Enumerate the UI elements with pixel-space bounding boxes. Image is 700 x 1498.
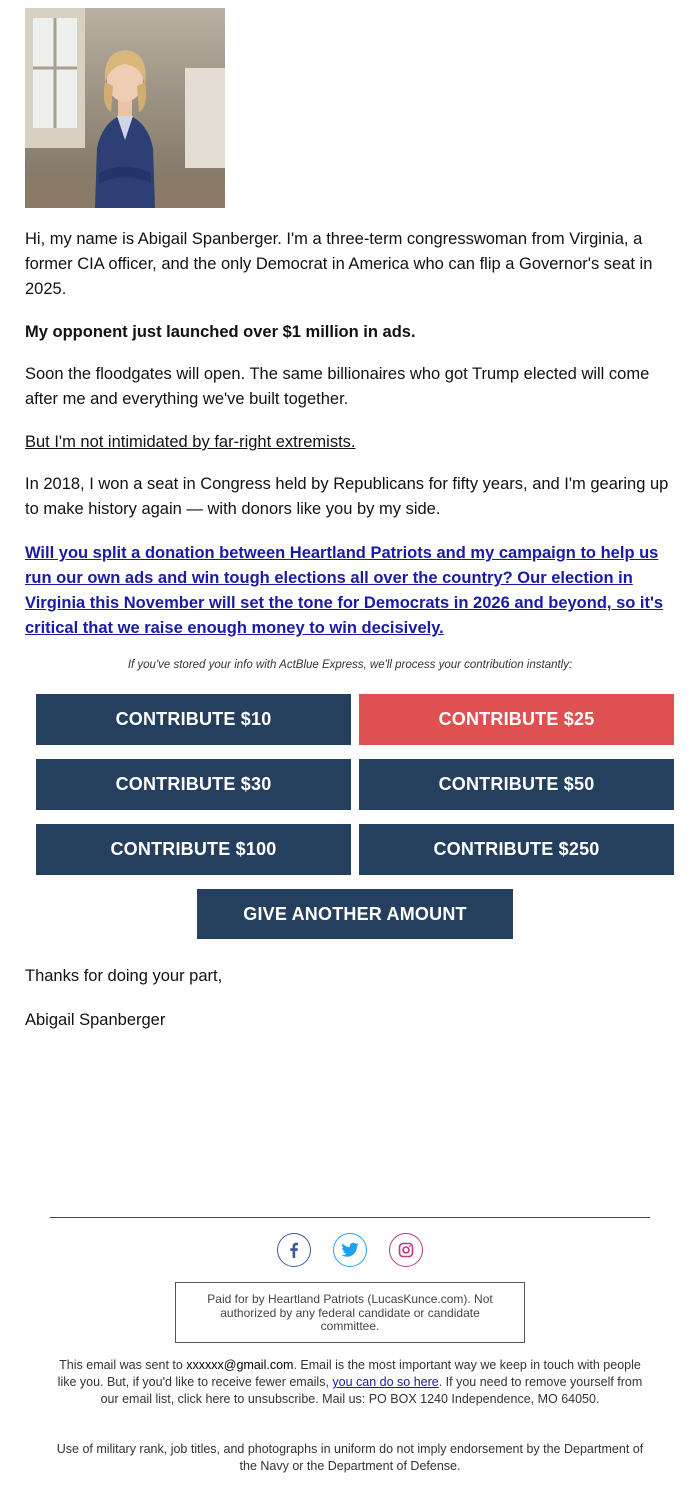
give-another-amount-button[interactable]: GIVE ANOTHER AMOUNT xyxy=(197,889,513,939)
twitter-icon[interactable] xyxy=(333,1233,367,1267)
footer-divider xyxy=(50,1217,650,1218)
actblue-express-note: If you've stored your info with ActBlue Express, we'll process your contribution instantly: xyxy=(127,659,573,671)
footer-sent-suffix: . If you need to remove yourself from our email list, click here to unsubscribe. Mail us: PO BOX 1240 Independence, MO 64050. xyxy=(100,1375,643,1406)
facebook-icon[interactable] xyxy=(277,1233,311,1267)
history-paragraph: In 2018, I won a seat in Congress held by Republicans for fifty years, and I'm gearing up to make history again — with donors like you by my side. xyxy=(25,475,669,518)
contribute-10-button[interactable]: CONTRIBUTE $10 xyxy=(36,694,351,745)
signature: Abigail Spanberger xyxy=(25,1011,166,1029)
military-disclaimer: Use of military rank, job titles, and photographs in uniform do not imply endorsement by the Department of the Navy or the Department of Defense. xyxy=(56,1442,644,1473)
contribute-50-button[interactable]: CONTRIBUTE $50 xyxy=(359,759,674,810)
footer-sent-prefix: This email was sent to xyxy=(59,1358,187,1372)
candidate-photo xyxy=(25,8,225,208)
footer-sent-middle: . Email is the most important way we keep in touch with people like you. But, if you'd like to receive fewer emails, xyxy=(57,1358,641,1389)
portrait-illustration xyxy=(25,8,225,208)
fewer-emails-link[interactable]: you can do so here xyxy=(332,1375,439,1389)
intro-paragraph: Hi, my name is Abigail Spanberger. I'm a three-term congresswoman from Virginia, a former CIA officer, and the only Democrat in America who can flip a Governor's seat in 2025. xyxy=(25,230,653,298)
opponent-ads-paragraph: My opponent just launched over $1 million in ads. xyxy=(25,323,416,341)
donation-ask-link[interactable]: Will you split a donation between Heartland Patriots and my campaign to help us run our own ads and win tough elections all over the country? Our election in Virginia this November will set the tone for Democrats in 2026 and beyond, so it's critical that we raise enough money to win decisively. xyxy=(25,544,664,637)
donation-ask-paragraph xyxy=(25,541,675,641)
instagram-icon[interactable] xyxy=(389,1233,423,1267)
contribute-250-button[interactable]: CONTRIBUTE $250 xyxy=(359,824,674,875)
contribute-100-button[interactable]: CONTRIBUTE $100 xyxy=(36,824,351,875)
thanks-line: Thanks for doing your part, xyxy=(25,967,223,985)
floodgates-paragraph: Soon the floodgates will open. The same billionaires who got Trump elected will come after me and everything we've built together. xyxy=(25,365,650,408)
contribute-30-button[interactable]: CONTRIBUTE $30 xyxy=(36,759,351,810)
contribute-25-button[interactable]: CONTRIBUTE $25 xyxy=(359,694,674,745)
email-footer-text xyxy=(50,1357,650,1408)
recipient-email: xxxxxx@gmail.com xyxy=(186,1358,294,1372)
not-intimidated-paragraph: But I'm not intimidated by far-right extremists. xyxy=(25,433,356,451)
paid-for-disclaimer: Paid for by Heartland Patriots (LucasKunce.com). Not authorized by any federal candidate or candidate committee. xyxy=(175,1282,525,1343)
